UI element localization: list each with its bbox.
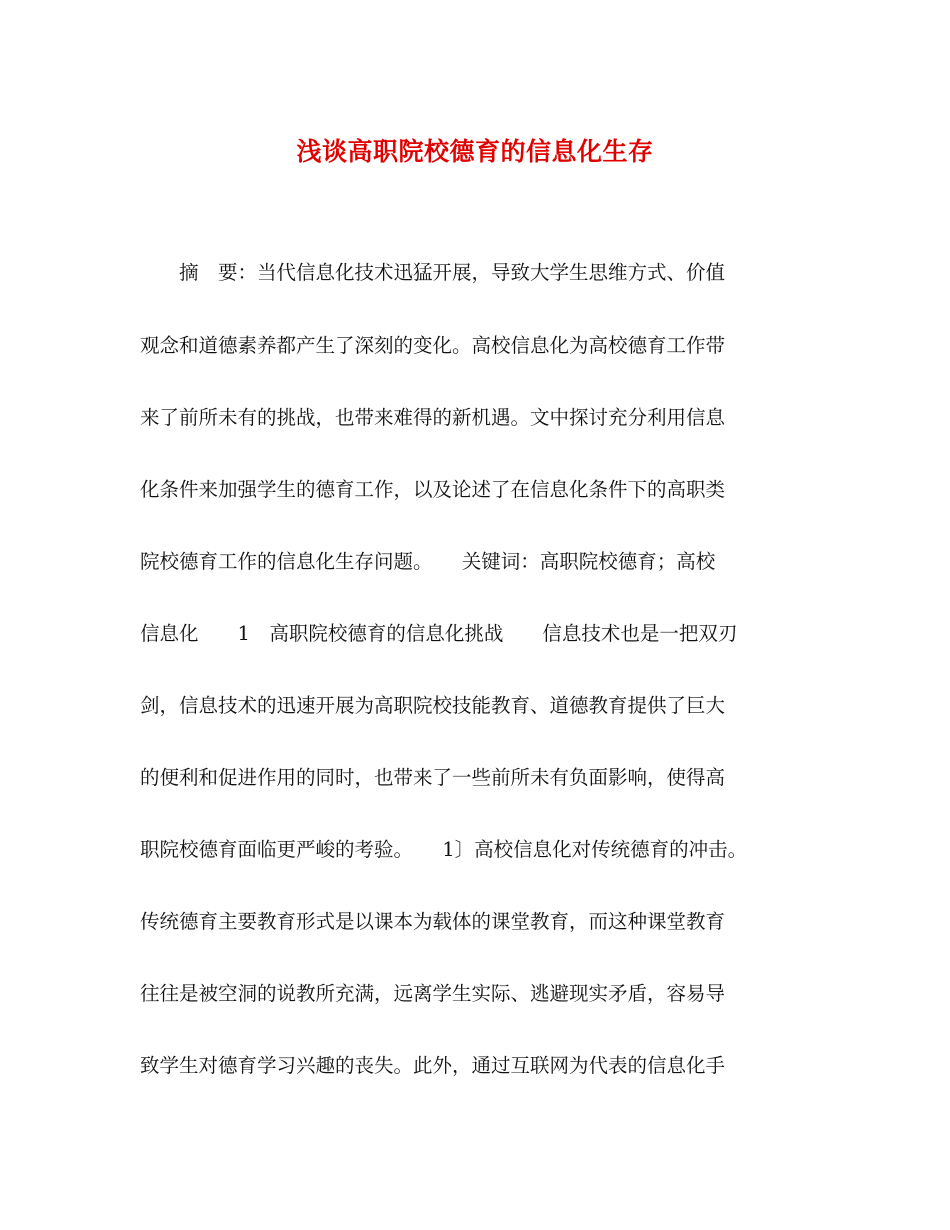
body-line: 信息化 1 高职院校德育的信息化挑战 信息技术也是一把双刃 — [140, 622, 738, 645]
body-line: 院校德育工作的信息化生存问题。 关键词：高职院校德育；高校 — [140, 550, 716, 573]
body-line: 观念和道德素养都产生了深刻的变化。高校信息化为高校德育工作带 — [140, 334, 726, 357]
body-line: 的便利和促进作用的同时，也带来了一些前所未有负面影响，使得高 — [140, 766, 726, 789]
body-line: 摘 要：当代信息化技术迅猛开展，导致大学生思维方式、价值 — [140, 261, 726, 284]
body-line: 剑，信息技术的迅速开展为高职院校技能教育、道德教育提供了巨大 — [140, 694, 726, 717]
body-line: 化条件来加强学生的德育工作，以及论述了在信息化条件下的高职类 — [140, 478, 726, 501]
page-title: 浅谈高职院校德育的信息化生存 — [296, 137, 654, 166]
body-line: 来了前所未有的挑战，也带来难得的新机遇。文中探讨充分利用信息 — [140, 406, 726, 429]
body-line: 致学生对德育学习兴趣的丧失。此外，通过互联网为代表的信息化手 — [140, 1054, 726, 1077]
body-line: 职院校德育面临更严峻的考验。 1〕高校信息化对传统德育的冲击。 — [140, 838, 748, 861]
body-line: 传统德育主要教育形式是以课本为载体的课堂教育，而这种课堂教育 — [140, 910, 726, 933]
body-line: 往往是被空洞的说教所充满，远离学生实际、逃避现实矛盾，容易导 — [140, 982, 726, 1005]
